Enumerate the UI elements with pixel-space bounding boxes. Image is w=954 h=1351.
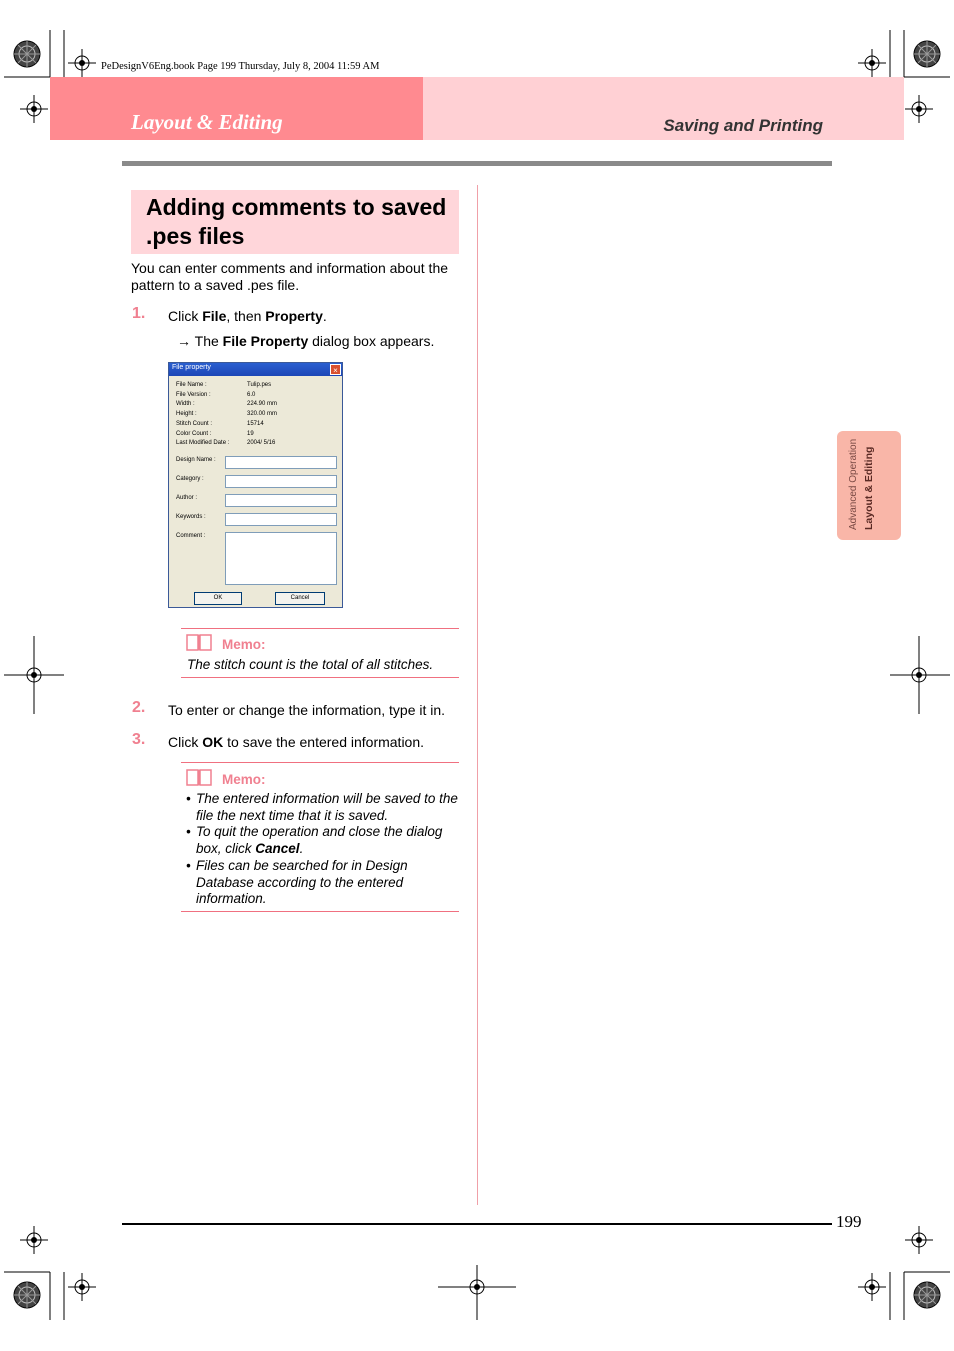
memo-bullet-text: Files can be searched for in Design Database according to the entered information. (196, 858, 408, 906)
side-tab (837, 431, 901, 540)
dialog-info-label: Height : (176, 411, 197, 418)
memo-bullet-text: The entered information will be saved to the file the next time that it is saved. (196, 791, 458, 823)
dialog-text-field[interactable] (225, 513, 337, 526)
dialog-info-value: 320.00 mm (247, 411, 278, 418)
side-tab-line1: Advanced Operation (848, 438, 859, 530)
step-3-number: 3. (132, 731, 146, 748)
dialog-info-value: 6.0 (247, 391, 256, 398)
dialog-info-value: 15714 (247, 420, 264, 427)
memo-2-bottom-rule (181, 911, 459, 912)
book-icon (186, 768, 212, 786)
dialog-field-label: Comment : (176, 533, 206, 539)
ok-button[interactable]: OK (194, 592, 242, 605)
chapter-title: Layout & Editing (131, 110, 283, 134)
bullet-icon: • (186, 824, 191, 839)
comment-textarea[interactable] (225, 532, 337, 585)
dialog-info-value: 224.90 mm (247, 401, 278, 408)
dialog-info-value: Tulip.pes (247, 382, 272, 388)
step-3-text: Click OK to save the entered information. (168, 734, 425, 750)
dialog-field-label: Design Name : (176, 457, 216, 463)
memo-2-label: Memo: (222, 772, 266, 787)
dialog-title: File property (172, 364, 211, 371)
footer-rule (122, 1223, 832, 1225)
step-2-number: 2. (132, 699, 146, 716)
close-icon[interactable]: × (330, 364, 341, 375)
section-title: Saving and Printing (663, 116, 823, 135)
print-info-line: PeDesignV6Eng.book Page 199 Thursday, July 8, 2004 11:59 AM (101, 61, 380, 72)
bullet-icon: • (186, 791, 191, 806)
memo-1-text: The stitch count is the total of all stitches. (187, 657, 434, 672)
intro-paragraph: You can enter comments and information about the pattern to a saved .pes file. (131, 260, 449, 293)
dialog-field-label: Keywords : (176, 514, 206, 520)
article-heading: Adding comments to saved .pes files (146, 194, 447, 249)
dialog-info-label: Width : (176, 401, 195, 408)
dialog-info-label: Color Count : (176, 430, 212, 437)
dialog-field-label: Category : (176, 476, 204, 482)
dialog-info-value: 19 (247, 430, 254, 437)
header-rule (122, 161, 832, 166)
memo-1-top-rule (181, 628, 459, 629)
book-icon (186, 633, 212, 651)
step-1-text: Click File, then Property. (168, 308, 327, 324)
cancel-button[interactable]: Cancel (275, 592, 325, 605)
dialog-info-label: Last Modified Date : (176, 440, 230, 447)
side-tab-line2: Layout & Editing (863, 446, 875, 530)
dialog-info-label: File Name : (176, 382, 207, 388)
dialog-info-value: 2004/ 5/16 (247, 440, 276, 447)
step-2-text: To enter or change the information, type it in. (168, 702, 446, 718)
dialog-info-label: Stitch Count : (176, 420, 213, 427)
dialog-titlebar (169, 363, 342, 376)
dialog-text-field[interactable] (225, 494, 337, 507)
memo-bullet-text: To quit the operation and close the dialog box, click Cancel. (196, 824, 443, 856)
column-divider (477, 185, 478, 1205)
memo-1-bottom-rule (181, 677, 459, 678)
page-number: 199 (836, 1212, 862, 1231)
dialog-info-label: File Version : (176, 391, 211, 398)
dialog-text-field[interactable] (225, 456, 337, 469)
file-property-dialog (168, 362, 343, 608)
dialog-text-field[interactable] (225, 475, 337, 488)
memo-2-top-rule (181, 762, 459, 763)
bullet-icon: • (186, 858, 191, 873)
step-1-number: 1. (132, 305, 146, 322)
dialog-field-label: Author : (176, 495, 198, 501)
memo-1-label: Memo: (222, 637, 266, 652)
step-1-result: → The File Property dialog box appears. (177, 333, 435, 349)
